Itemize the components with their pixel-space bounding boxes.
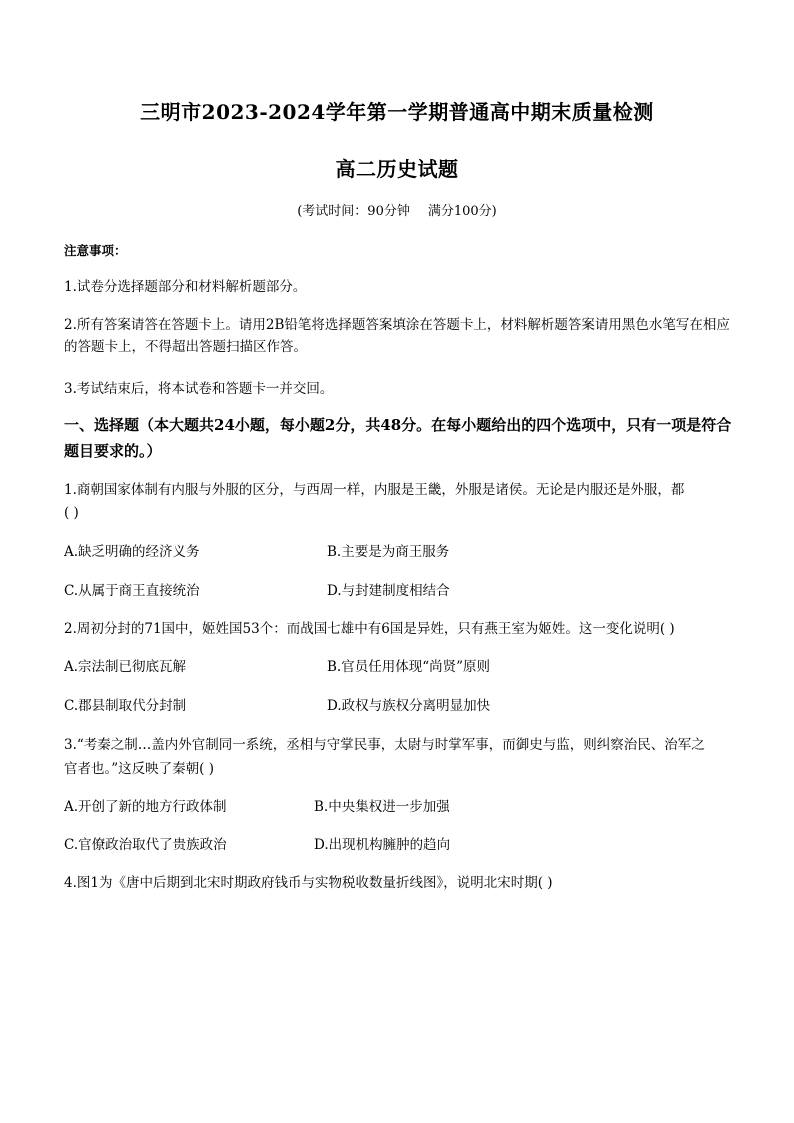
question-3-stem: 3.“考秦之制…盖内外官制同一系统，丞相与守掌民事，太尉与时掌军事，而御史与监，则纠察治民、治军之 [64, 737, 705, 753]
exam-meta [0, 200, 794, 219]
q1-option-b: B.主要是为商王服务 [327, 544, 450, 560]
section-heading: 一、选择题（本大题共24小题，每小题2分，共48分。在每小题给出的四个选项中，只有一项是符合题目要求的。） [64, 416, 732, 460]
q1-option-a: A.缺乏明确的经济义务 [64, 544, 200, 560]
q1-option-c: C.从属于商王直接统治 [64, 583, 200, 599]
question-2-stem: 2.周初分封的71国中，姬姓国53个：而战国七雄中有6国是异姓，只有燕王室为姬姓。这一变化说明( ) [64, 621, 675, 637]
question-1-stem: 1.商朝国家体制有内服与外服的区分，与西周一样，内服是王畿，外服是诸侯。无论是内服还是外服，都 [64, 482, 685, 498]
q3-option-d: D.出现机构臃肿的趋向 [314, 837, 451, 853]
question-1-stem-cont: ( ) [64, 505, 79, 521]
q1-option-d: D.与封建制度相结合 [327, 583, 450, 599]
q2-option-d: D.政权与族权分离明显加快 [327, 698, 491, 714]
question-4-stem: 4.图1为《唐中后期到北宋时期政府钱币与实物税收数量折线图》，说明北宋时期( ) [64, 875, 553, 891]
exam-title: 三明市2023-2024学年第一学期普通高中期末质量检测 [140, 100, 654, 124]
notice-item-3: 3.考试结束后，将本试卷和答题卡一并交回。 [64, 381, 334, 397]
exam-subtitle: 高二历史试题 [335, 157, 459, 181]
full-score: 满分100分) [427, 204, 497, 219]
notice-item-1: 1.试卷分选择题部分和材料解析题部分。 [64, 279, 307, 295]
notice-item-2: 2.所有答案请答在答题卡上。请用2B铅笔将选择题答案填涂在答题卡上，材料解析题答案请用黑色水笔写在相应的答题卡上，不得超出答题扫描区作答。 [64, 317, 730, 355]
q2-option-a: A.宗法制已彻底瓦解 [64, 659, 187, 675]
q3-option-b: B.中央集权进一步加强 [314, 799, 450, 815]
q2-option-b: B.官员任用体现“尚贤”原则 [327, 659, 491, 675]
q3-option-a: A.开创了新的地方行政体制 [64, 799, 227, 815]
q2-option-c: C.郡县制取代分封制 [64, 698, 187, 714]
exam-time: (考试时间：90分钟 [297, 204, 410, 219]
question-3-stem-cont: 官者也。”这反映了秦朝( ) [64, 761, 214, 777]
notice-heading: 注意事项： [64, 243, 127, 258]
q3-option-c: C.官僚政治取代了贵族政治 [64, 837, 227, 853]
